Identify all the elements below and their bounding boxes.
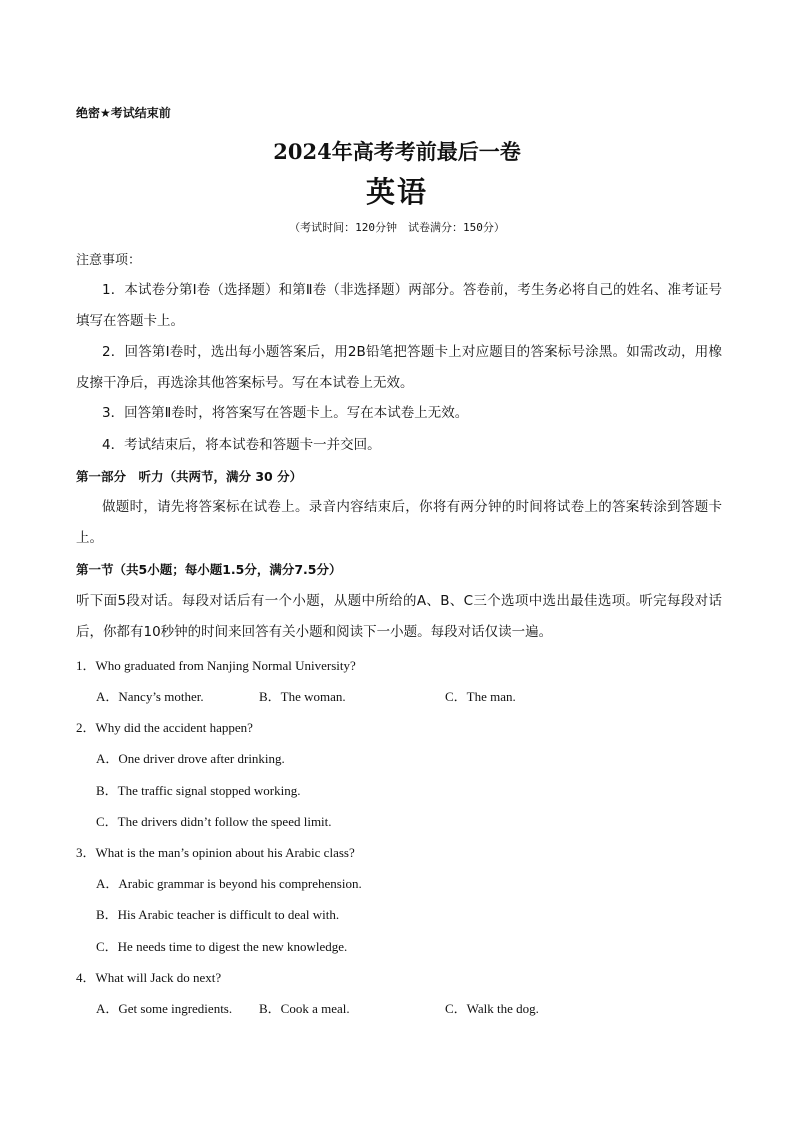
exam-subject: 英语 xyxy=(365,175,428,209)
option-a: A．Get some ingredients. xyxy=(96,1001,233,1016)
option-b: B．The traffic signal stopped working. xyxy=(96,783,301,798)
question-stem: 4．What will Jack do next? xyxy=(76,970,222,985)
option-b: B．The woman. xyxy=(259,689,346,704)
part1-instruction: 做题时，请先将答案标在试卷上。录音内容结束后，你将有两分钟的时间将试卷上的答案转涂到答题卡上。 xyxy=(76,499,722,546)
question-stem: 3．What is the man’s opinion about his Arabic class? xyxy=(76,845,355,860)
option-a: A．One driver drove after drinking. xyxy=(96,751,285,766)
option-b: B．His Arabic teacher is difficult to deal with. xyxy=(96,907,340,922)
option-c: C．Walk the dog. xyxy=(445,1001,539,1016)
part1-heading: 第一部分 听力（共两节，满分 30 分） xyxy=(76,469,303,484)
option-c: C．The man. xyxy=(445,689,516,704)
notice-item-1: 1．本试卷分第Ⅰ卷（选择题）和第Ⅱ卷（非选择题）两部分。答卷前，考生务必将自己的姓名、准考证号填写在答题卡上。 xyxy=(76,282,722,329)
option-a: A．Arabic grammar is beyond his comprehension. xyxy=(96,876,362,891)
exam-timing: （考试时间：120分钟 试卷满分：150分） xyxy=(289,221,505,234)
option-a: A．Nancy’s mother. xyxy=(96,689,204,704)
option-c: C．He needs time to digest the new knowledge. xyxy=(96,939,348,954)
question-stem: 1．Who graduated from Nanjing Normal University? xyxy=(76,658,356,673)
option-c: C．The drivers didn’t follow the speed limit. xyxy=(96,814,332,829)
notice-item-2: 2．回答第Ⅰ卷时，选出每小题答案后，用2B铅笔把答题卡上对应题目的答案标号涂黑。如需改动，用橡皮擦干净后，再选涂其他答案标号。写在本试卷上无效。 xyxy=(76,344,722,391)
notice-item-3: 3．回答第Ⅱ卷时，将答案写在答题卡上。写在本试卷上无效。 xyxy=(102,405,469,421)
notice-heading: 注意事项： xyxy=(76,253,142,268)
confidential-mark: 绝密★考试结束前 xyxy=(76,106,171,120)
exam-title: 2024年高考考前最后一卷 xyxy=(273,139,521,164)
question-stem: 2．Why did the accident happen? xyxy=(76,720,253,735)
option-b: B．Cook a meal. xyxy=(259,1001,350,1016)
section1-heading: 第一节（共5小题；每小题1.5分，满分7.5分） xyxy=(76,562,342,577)
section1-instruction: 听下面5段对话。每段对话后有一个小题，从题中所给的A、B、C三个选项中选出最佳选项。听完每段对话后，你都有10秒钟的时间来回答有关小题和阅读下一小题。每段对话仅读一遍。 xyxy=(76,593,722,640)
notice-item-4: 4．考试结束后，将本试卷和答题卡一并交回。 xyxy=(102,437,381,453)
